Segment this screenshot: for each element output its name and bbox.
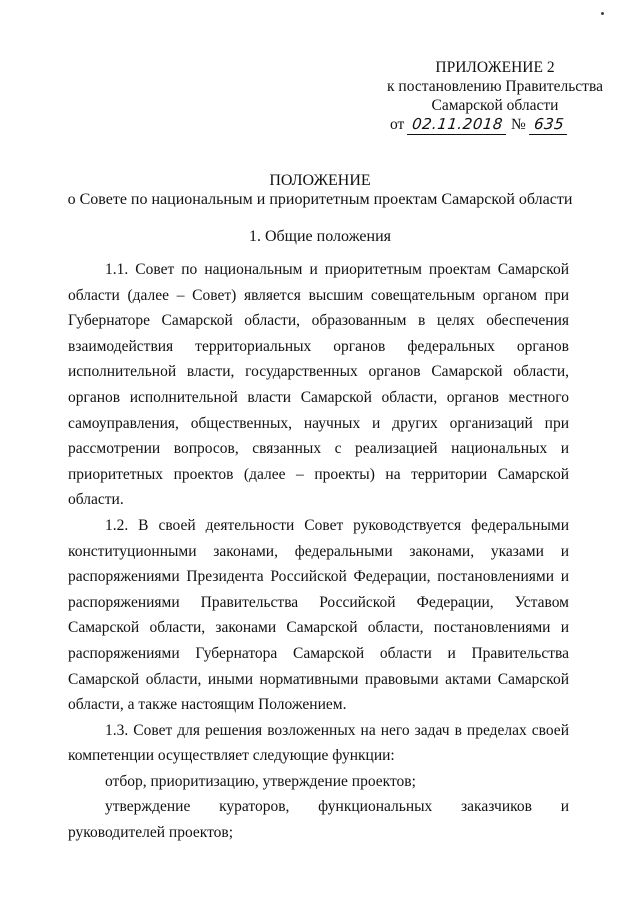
paragraph: 1.3. Совет для решения возложенных на него задач в пределах своей компетенции осуществляет следующие функции:	[68, 721, 569, 765]
date-prefix: от	[390, 116, 405, 133]
paragraph: утверждение кураторов, функциональных заказчиков и руководителей проектов;	[68, 798, 569, 842]
document-title: ПОЛОЖЕНИЕ	[269, 172, 371, 189]
number-sign: №	[510, 116, 526, 133]
section-title: 1. Общие положения	[248, 228, 392, 245]
document-subtitle: о Совете по национальным и приоритетным проектам Самарской области	[67, 191, 573, 208]
handwritten-date: 02.11.2018	[407, 115, 508, 135]
paragraph: отбор, приоритизацию, утверждение проектов;	[105, 772, 416, 790]
region-name: Самарской области	[431, 97, 559, 114]
appendix-header	[380, 58, 610, 135]
paragraph: 1.2. В своей деятельности Совет руководствуется федеральными конституционными законами, федеральными законами, указами и распоряжениями Президента Российской Федерации, постановлениями и распоряжениями Правительства Российской Федерации, Уставом Самарской области, законами Самарской области, постановлениями и распоряжениями Губернатора Самарской области и Правительства Самарской области, иными нормативными правовыми актами Самарской области, а также настоящим Положением.	[68, 516, 569, 714]
scan-speck	[601, 12, 604, 15]
document-body	[68, 257, 569, 846]
appendix-label: ПРИЛОЖЕНИЕ 2	[435, 59, 555, 76]
date-number-line	[380, 115, 610, 135]
paragraph: 1.1. Совет по национальным и приоритетным проектам Самарской области (далее – Совет) является высшим совещательным органом при Губернаторе Самарской области, образованным в целях обеспечения взаимодействия территориальных органов федеральных органов исполнительной власти, государственных органов Самарской области, органов исполнительной власти Самарской области, органов местного самоуправления, общественных, научных и других организаций при рассмотрении вопросов, связанных с реализацией национальных и приоритетных проектов (далее – проекты) на территории Самарской области.	[68, 261, 569, 509]
resolution-reference: к постановлению Правительства	[387, 78, 603, 95]
handwritten-number: 635	[529, 115, 569, 135]
